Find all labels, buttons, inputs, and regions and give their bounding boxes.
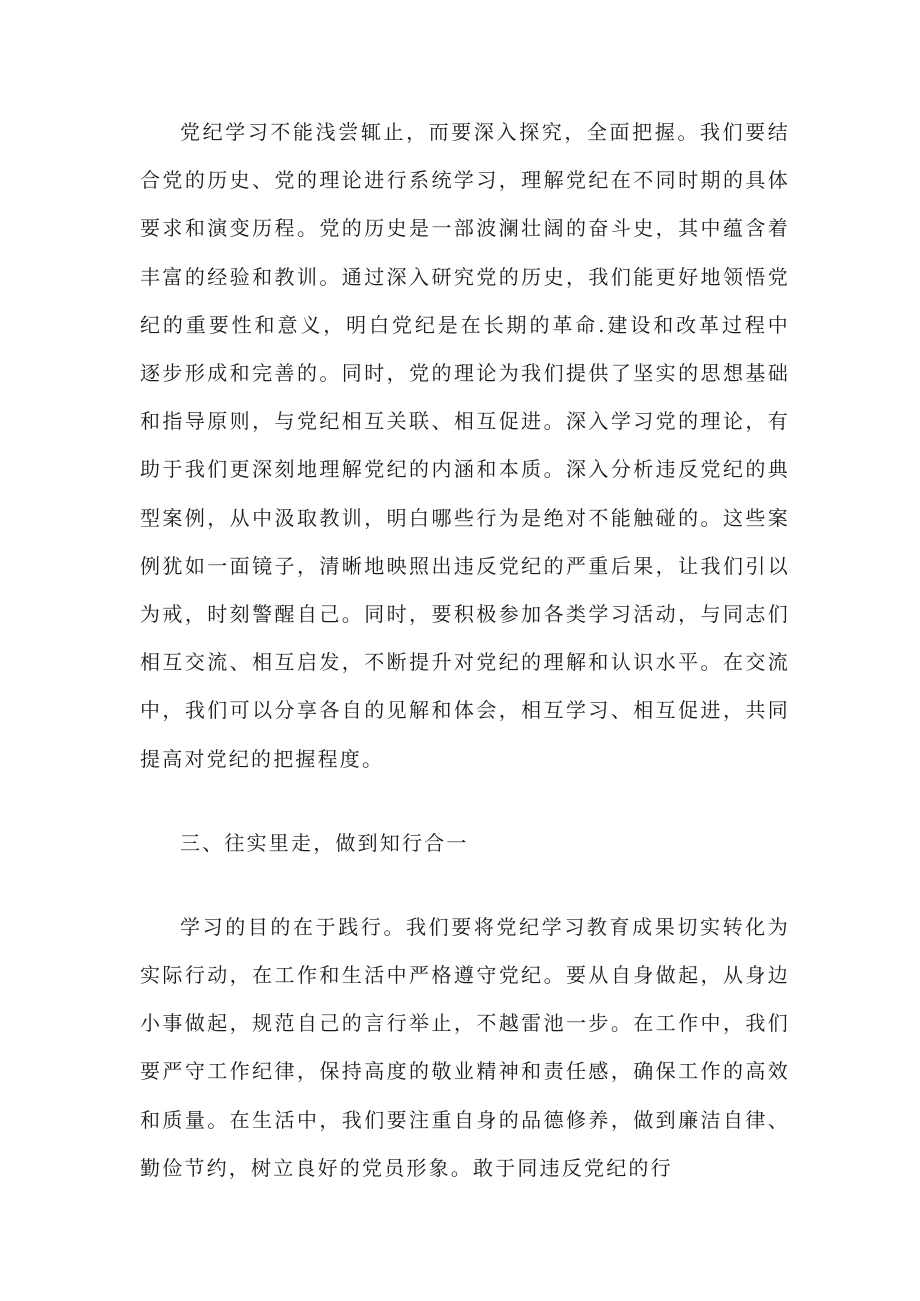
paragraph-party-discipline-study: 党纪学习不能浅尝辄止，而要深入探究，全面把握。我们要结合党的历史、党的理论进行系统学习，理解党纪在不同时期的具体要求和演变历程。党的历史是一部波澜壮阔的奋斗史，其中蕴含着丰富的经验和教训。通过深入研究党的历史，我们能更好地领悟党纪的重要性和意义，明白党纪是在长期的革命.建设和改革过程中逐步形成和完善的。同时，党的理论为我们提供了坚实的思想基础和指导原则，与党纪相互关联、相互促进。深入学习党的理论，有助于我们更深刻地理解党纪的内涵和本质。深入分析违反党纪的典型案例，从中汲取教训，明白哪些行为是绝对不能触碰的。这些案例犹如一面镜子，清晰地映照出违反党纪的严重后果，让我们引以为戒，时刻警醒自己。同时，要积极参加各类学习活动，与同志们相互交流、相互启发，不断提升对党纪的理解和认识水平。在交流中，我们可以分享各自的见解和体会，相互学习、相互促进，共同提高对党纪的把握程度。 bbox=[140, 120, 790, 771]
document-body bbox=[140, 108, 790, 1192]
paragraph-spacer bbox=[140, 783, 790, 819]
section-heading: 三、往实里走，做到知行合一 bbox=[180, 830, 469, 855]
paragraph-spacer bbox=[140, 867, 790, 903]
paragraph-practice: 学习的目的在于践行。我们要将党纪学习教育成果切实转化为实际行动，在工作和生活中严格遵守党纪。要从自身做起，从身边小事做起，规范自己的言行举止，不越雷池一步。在工作中，我们要严守工作纪律，保持高度的敬业精神和责任感，确保工作的高效和质量。在生活中，我们要注重自身的品德修养，做到廉洁自律、勤俭节约，树立良好的党员形象。敢于同违反党纪的行 bbox=[140, 914, 790, 1180]
